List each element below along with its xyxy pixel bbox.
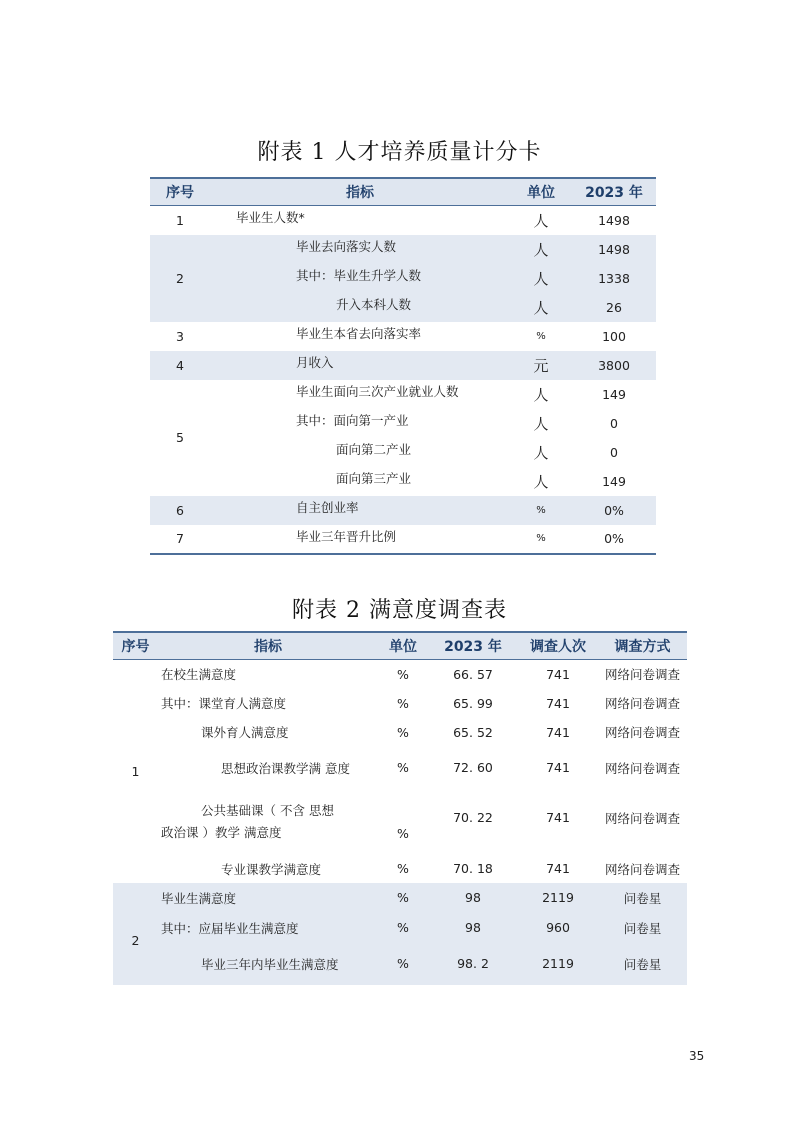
row-unit: 人: [510, 293, 572, 322]
row-no: 1: [176, 212, 184, 228]
row-unit: %: [536, 330, 546, 342]
table-row: [150, 525, 656, 554]
row-value: 1498: [572, 235, 656, 264]
row-value: 98: [428, 913, 518, 943]
row-value: 0: [610, 444, 618, 460]
row-value: 72. 60: [453, 760, 493, 775]
row-value: 70. 18: [453, 861, 493, 876]
table-row: [113, 855, 687, 883]
row-count: 741: [546, 724, 570, 740]
table-row: [150, 322, 656, 351]
row-label: 课外育人满意度: [201, 725, 289, 740]
table-row: [150, 206, 656, 235]
table-row: [113, 718, 687, 747]
row-label: 毕业去向落实人数: [210, 235, 510, 264]
table-row: [113, 789, 687, 855]
table2-title: 附表 2 满意度调查表: [292, 598, 507, 623]
row-value: 149: [602, 386, 626, 402]
header-no: 序号: [113, 632, 158, 660]
row-unit: %: [510, 525, 572, 554]
table-row: [113, 943, 687, 985]
row-label: 其中：课堂育人满意度: [161, 696, 287, 711]
row-label: 面向第三产业: [336, 470, 412, 486]
row-count: 2119: [518, 943, 598, 985]
row-no: 1: [131, 763, 140, 779]
row-value: 98. 2: [428, 943, 518, 985]
row-label: [158, 789, 378, 855]
row-value: 1498: [598, 212, 630, 228]
row-label: 毕业生人数*: [236, 210, 305, 225]
row-value: 100: [602, 328, 626, 344]
row-label: 升入本科人数: [210, 293, 510, 322]
row-method: 网络问卷调查: [604, 696, 680, 711]
header-no: 序号: [150, 178, 210, 206]
row-label: 毕业生本省去向落实率: [296, 325, 422, 341]
row-count: 741: [546, 810, 570, 825]
row-unit: %: [510, 496, 572, 525]
row-unit: 人: [533, 414, 549, 433]
row-value: 149: [602, 473, 626, 489]
row-method: 问卷星: [598, 913, 687, 943]
row-no: 2: [150, 235, 210, 322]
row-label: 思想政治课教学满 意度: [221, 760, 350, 776]
table-row: [150, 409, 656, 438]
table-row: [150, 496, 656, 525]
table-row: [150, 264, 656, 293]
row-count: 741: [546, 695, 570, 711]
page-number: 35: [689, 1049, 705, 1063]
row-value: 65. 52: [453, 724, 493, 740]
table-row: [113, 660, 687, 689]
row-value: 0%: [572, 525, 656, 554]
row-value: 3800: [572, 351, 656, 380]
header-count: 调查人次: [518, 632, 598, 660]
table-row: [150, 235, 656, 264]
row-unit: 人: [533, 385, 549, 404]
header-indicator: 指标: [158, 632, 378, 660]
row-count: 2119: [518, 883, 598, 913]
row-label-line1: 公共基础课（ 不含 思想: [201, 802, 334, 818]
row-label: 毕业生面向三次产业就业人数: [296, 383, 459, 399]
row-value: 98: [428, 883, 518, 913]
row-label: 在校生满意度: [161, 667, 237, 683]
row-no: 4: [150, 351, 210, 380]
header-year: 2023 年: [428, 632, 518, 660]
header-indicator: 指标: [210, 178, 510, 206]
row-unit: %: [397, 724, 409, 740]
row-unit: 人: [533, 472, 549, 491]
row-count: 741: [546, 760, 570, 775]
table1-title: 附表 1 人才培养质量计分卡: [257, 140, 542, 165]
row-no: 5: [176, 430, 184, 445]
table-row: [150, 438, 656, 467]
row-no: 6: [150, 496, 210, 525]
row-unit: %: [378, 943, 428, 985]
row-label: 毕业三年晋升比例: [210, 525, 510, 554]
table-row: [113, 913, 687, 943]
row-label: 自主创业率: [210, 496, 510, 525]
row-unit: %: [397, 826, 409, 841]
table-header: [113, 632, 687, 660]
row-unit: 人: [510, 264, 572, 293]
table-row: [150, 380, 656, 409]
header-unit: 单位: [378, 632, 428, 660]
table-row: [150, 293, 656, 322]
row-label: 其中：毕业生升学人数: [210, 264, 510, 293]
row-unit: %: [397, 695, 409, 711]
row-unit: %: [378, 913, 428, 943]
talent-scorecard-table: [150, 177, 656, 555]
row-no: 3: [176, 328, 184, 344]
row-value: 0%: [572, 496, 656, 525]
table-header: [150, 178, 656, 206]
table-row: [113, 689, 687, 718]
row-no: 7: [150, 525, 210, 554]
row-unit: %: [397, 861, 409, 876]
row-unit: 人: [533, 443, 549, 462]
row-count: 960: [518, 913, 598, 943]
row-label: 月收入: [210, 351, 510, 380]
header-year: 2023 年: [572, 178, 656, 206]
header-unit: 单位: [510, 178, 572, 206]
row-unit: 人: [510, 235, 572, 264]
row-method: 网络问卷调查: [604, 760, 680, 776]
table-row: [113, 883, 687, 913]
row-method: 网络问卷调查: [604, 861, 680, 877]
row-label: 专业课教学满意度: [221, 861, 322, 877]
row-unit: %: [378, 883, 428, 913]
table-row: [113, 747, 687, 789]
row-method: 网络问卷调查: [604, 725, 680, 740]
row-unit: 人: [533, 211, 549, 230]
row-count: 741: [546, 861, 570, 876]
row-value: 65. 99: [453, 695, 493, 711]
row-unit: 元: [510, 351, 572, 380]
row-no: 2: [113, 883, 158, 985]
table-row: [150, 351, 656, 380]
row-unit: %: [397, 760, 409, 775]
header-method: 调查方式: [598, 632, 687, 660]
row-value: 70. 22: [453, 810, 493, 825]
row-label: 其中：面向第一产业: [296, 412, 409, 428]
row-method: 问卷星: [598, 943, 687, 985]
table-row: [150, 467, 656, 496]
row-method: 网络问卷调查: [604, 667, 680, 683]
row-label-line2: 政治课 ）教学 满意度: [161, 824, 282, 840]
row-value: 66. 57: [453, 666, 493, 682]
satisfaction-survey-table: [113, 631, 687, 985]
row-method: 问卷星: [598, 883, 687, 913]
row-label: 毕业生满意度: [158, 883, 378, 913]
row-value: 0: [610, 415, 618, 431]
row-count: 741: [546, 666, 570, 682]
row-value: 26: [572, 293, 656, 322]
row-method: 网络问卷调查: [604, 810, 680, 826]
row-label: 毕业三年内毕业生满意度: [158, 943, 378, 985]
row-label: 其中：应届毕业生满意度: [158, 913, 378, 943]
row-unit: %: [397, 666, 409, 682]
row-value: 1338: [572, 264, 656, 293]
row-label: 面向第二产业: [336, 441, 412, 457]
